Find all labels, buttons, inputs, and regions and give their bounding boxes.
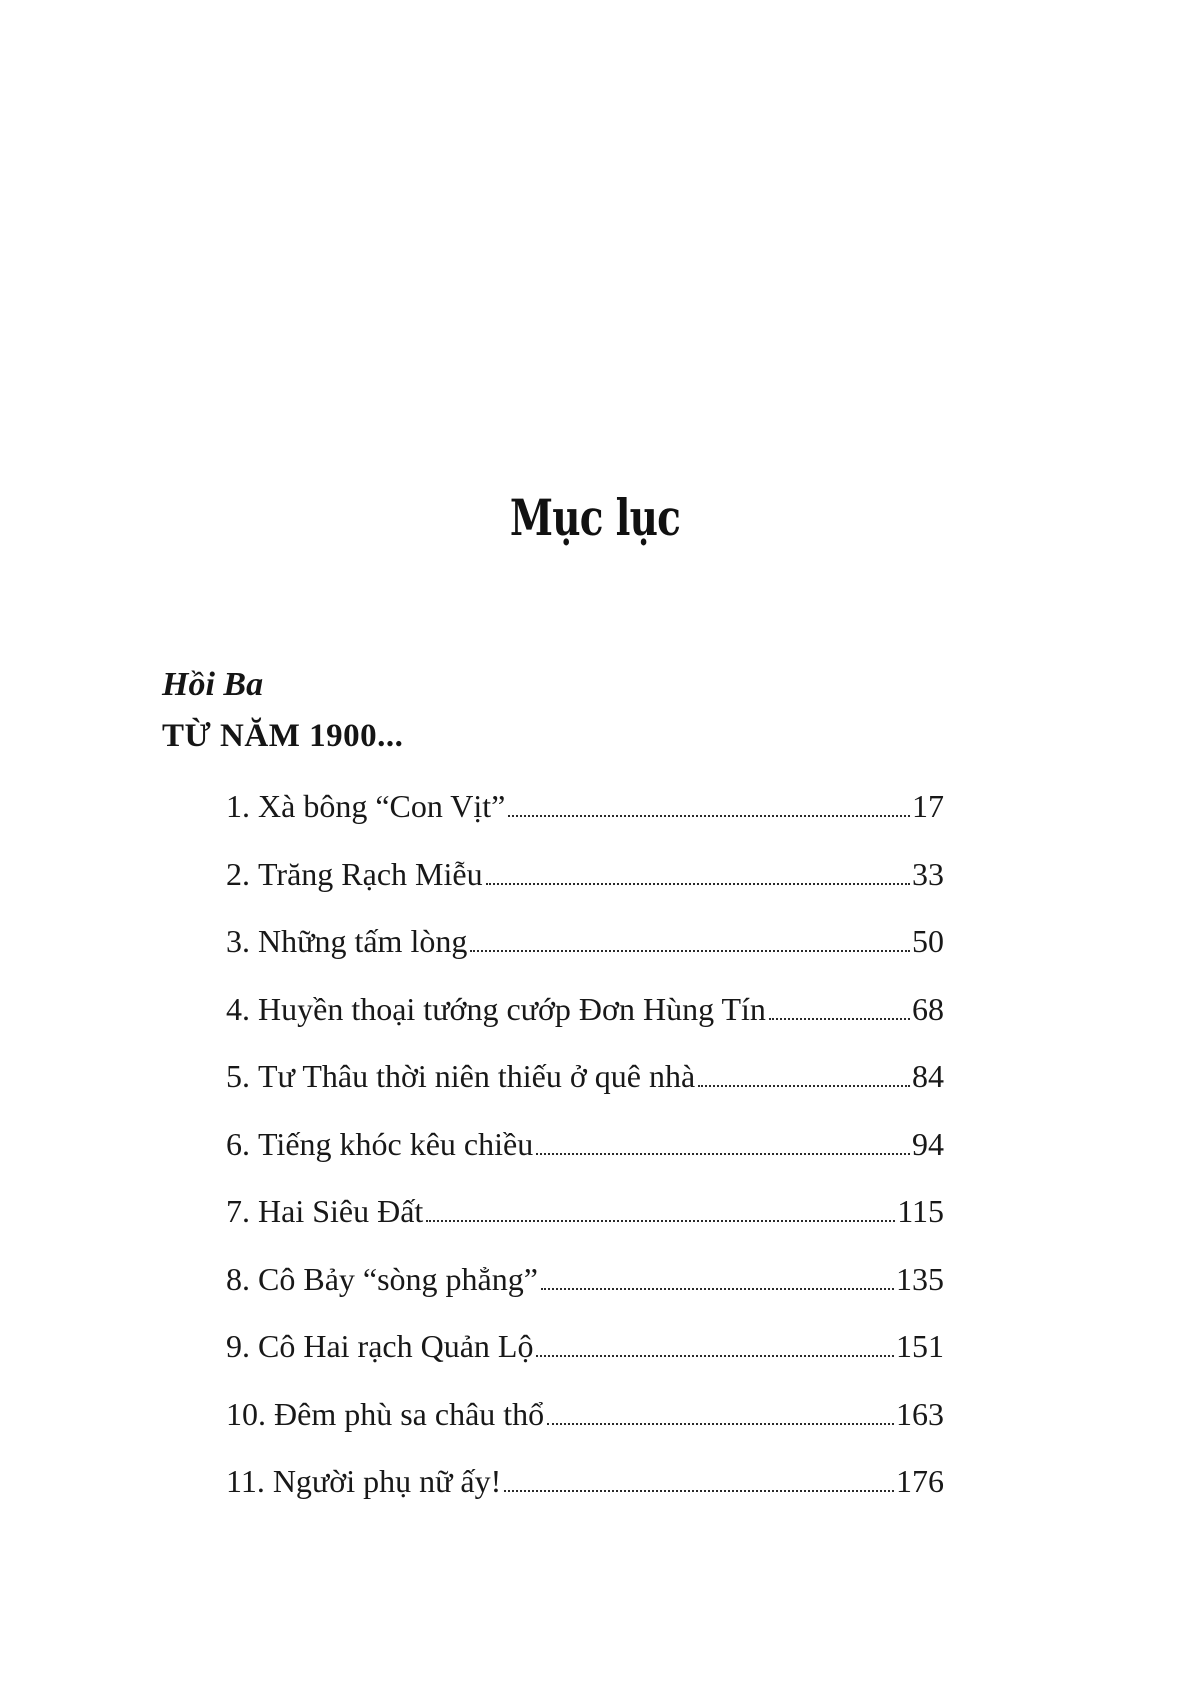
entry-title: Đêm phù sa châu thổ [274, 1395, 545, 1432]
part-subtitle: TỪ NĂM 1900... [162, 718, 404, 754]
entry-number: 4. [226, 990, 250, 1027]
entry-number: 5. [226, 1058, 250, 1094]
entry-page-number: 151 [896, 1328, 944, 1364]
entry-page-number: 68 [912, 990, 944, 1027]
page-title: Mục lục [509, 488, 681, 547]
entry-title: Người phụ nữ ấy! [272, 1463, 502, 1499]
dot-leader [426, 1220, 895, 1222]
toc-entry [226, 991, 944, 1059]
dot-leader [508, 815, 910, 817]
dot-leader [698, 1085, 910, 1087]
toc-entry [226, 1396, 944, 1464]
dot-leader [486, 883, 910, 885]
toc-entry [226, 1126, 944, 1194]
entry-title: Tiếng khóc kêu chiều [258, 1125, 534, 1162]
entry-title: Cô Bảy “sòng phẳng” [258, 1260, 538, 1297]
entry-page-number: 33 [912, 855, 944, 892]
entry-number: 2. [226, 855, 250, 892]
entry-title: Những tấm lòng [258, 923, 468, 959]
toc-entry [226, 1328, 944, 1396]
entry-number: 6. [226, 1125, 250, 1162]
entry-title: Hai Siêu Đất [258, 1193, 424, 1229]
entry-number: 11. [226, 1463, 265, 1499]
entry-page-number: 163 [896, 1395, 944, 1432]
part-title: Hồi Ba [162, 666, 264, 703]
entry-title: Trăng Rạch Miễu [258, 855, 483, 892]
entry-number: 8. [226, 1260, 250, 1297]
entry-page-number: 115 [897, 1193, 944, 1229]
table-of-contents [226, 788, 944, 1531]
dot-leader [504, 1490, 894, 1492]
entry-number: 10. [226, 1395, 266, 1432]
dot-leader [547, 1423, 894, 1425]
entry-page-number: 50 [912, 923, 944, 959]
entry-title: Tư Thâu thời niên thiếu ở quê nhà [258, 1058, 696, 1094]
entry-page-number: 17 [912, 788, 944, 824]
entry-title: Cô Hai rạch Quản Lộ [258, 1328, 534, 1364]
toc-entry [226, 1463, 944, 1531]
dot-leader [536, 1355, 894, 1357]
toc-entry [226, 923, 944, 991]
entry-page-number: 176 [896, 1463, 944, 1499]
entry-title: Xà bông “Con Vịt” [258, 788, 506, 824]
toc-entry [226, 788, 944, 856]
dot-leader [470, 950, 910, 952]
toc-entry [226, 1193, 944, 1261]
entry-number: 9. [226, 1328, 250, 1364]
toc-entry [226, 856, 944, 924]
entry-page-number: 94 [912, 1125, 944, 1162]
entry-title: Huyền thoại tướng cướp Đơn Hùng Tín [258, 990, 766, 1027]
entry-number: 1. [226, 788, 250, 824]
entry-page-number: 84 [912, 1058, 944, 1094]
dot-leader [769, 1018, 910, 1020]
entry-page-number: 135 [896, 1260, 944, 1297]
entry-number: 3. [226, 923, 250, 959]
dot-leader [541, 1288, 894, 1290]
toc-entry [226, 1261, 944, 1329]
toc-entry [226, 1058, 944, 1126]
entry-number: 7. [226, 1193, 250, 1229]
dot-leader [536, 1153, 910, 1155]
